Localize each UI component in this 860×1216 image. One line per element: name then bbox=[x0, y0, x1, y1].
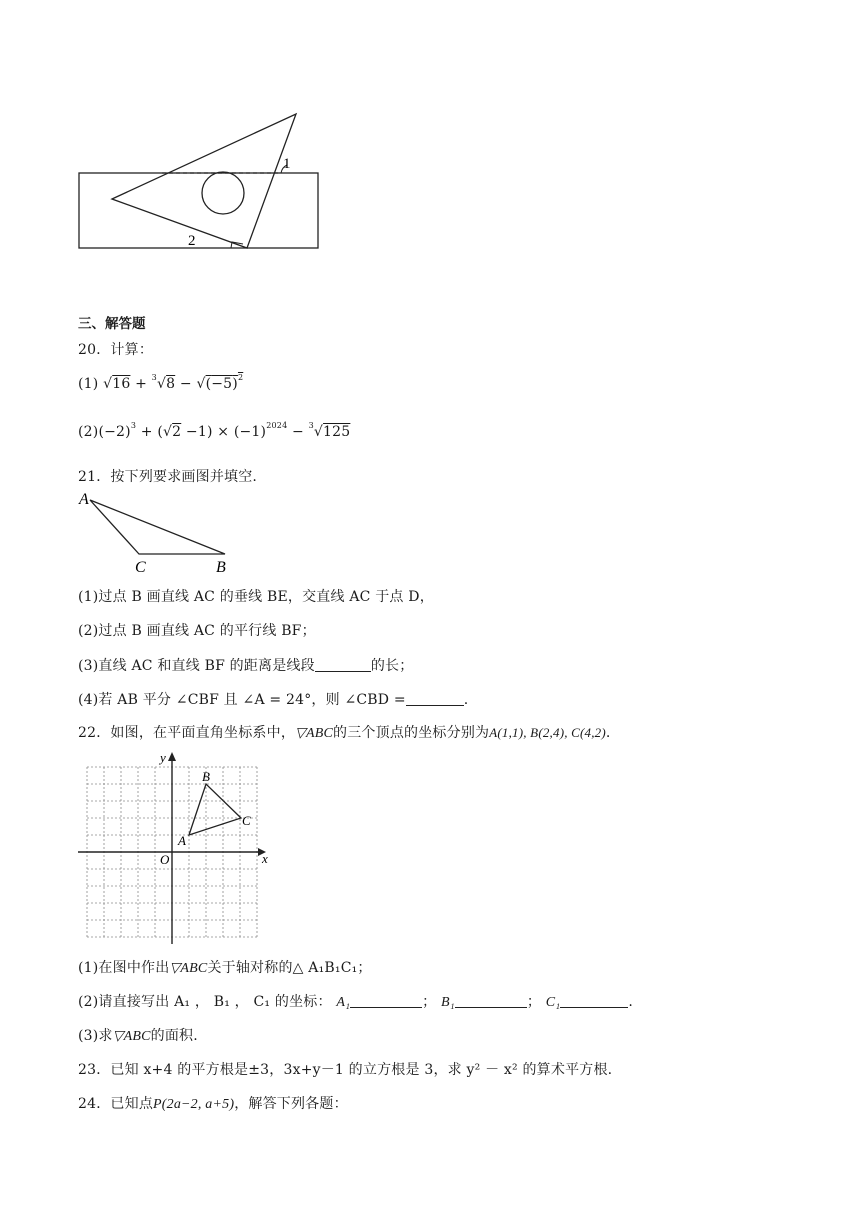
q20-stem: 20．计算： bbox=[78, 342, 154, 358]
q21-stem: 21．按下列要求画图并填空. bbox=[78, 469, 258, 485]
q23: 23．已知 x+4 的平方根是±3，3x+y－1 的立方根是 3，求 y² － x² 的算术平方根. bbox=[78, 1062, 613, 1078]
q21-part1: (1)过点 B 画直线 AC 的垂线 BE，交直线 AC 于点 D， bbox=[78, 589, 434, 605]
point-label-b: B bbox=[202, 769, 210, 784]
axis-label-x: x bbox=[262, 851, 268, 866]
y-axis-arrow bbox=[168, 752, 176, 761]
q22-part3: (3)求▽ABC的面积. bbox=[78, 1028, 198, 1044]
label-b: B bbox=[216, 559, 226, 576]
triangle bbox=[112, 114, 296, 248]
ruler-rectangle bbox=[79, 173, 318, 248]
q20-part2: $(2)(-2)^3 + (√2 -1) \times (-1)^{2024} - ^3√125$ bbox=[78, 421, 351, 440]
triangle-abc-plot bbox=[189, 784, 241, 835]
axis-label-y: y bbox=[160, 750, 166, 765]
answer-blank-a1[interactable] bbox=[350, 995, 422, 1008]
q24: 24．已知点P(2a−2, a+5)，解答下列各题： bbox=[78, 1096, 348, 1112]
figure-ruler-triangle bbox=[70, 106, 340, 256]
q22-part1: (1)在图中作出▽ABC关于轴对称的△ A₁B₁C₁； bbox=[78, 960, 372, 976]
q22-stem: 22．如图，在平面直角坐标系中，▽ABC的三个顶点的坐标分别为A(1,1), B(2,4), C(4,2). bbox=[78, 725, 611, 741]
coordinate-grid-figure bbox=[76, 748, 276, 948]
q21-part3: (3)直线 AC 和直线 BF 的距离是线段 的长； bbox=[78, 658, 414, 674]
point-label-c: C bbox=[242, 813, 251, 828]
q21-part4: (4)若 AB 平分 ∠CBF 且 ∠A = 24°，则 ∠CBD = . bbox=[78, 692, 469, 708]
circle bbox=[202, 172, 244, 214]
q20-part1: (1) $√16 + ^3√8 - √(-5)^2$ bbox=[78, 373, 244, 392]
q20-part2-tag: (2) bbox=[78, 424, 99, 440]
q20-part1-tag: (1) bbox=[78, 376, 99, 392]
sqrt-16: √16 bbox=[103, 376, 131, 392]
label-2: 2 bbox=[188, 233, 196, 249]
cbrt-8: $^3$√8 bbox=[151, 373, 176, 392]
label-a: A bbox=[79, 491, 89, 508]
answer-blank-c1[interactable] bbox=[560, 995, 628, 1008]
figure-triangle-abc bbox=[76, 488, 246, 576]
label-1: 1 bbox=[283, 156, 291, 172]
answer-blank[interactable] bbox=[315, 659, 371, 672]
q21-part2: (2)过点 B 画直线 AC 的平行线 BF； bbox=[78, 623, 316, 639]
point-label-a: A bbox=[178, 833, 186, 848]
section-title: 三、解答题 bbox=[78, 316, 146, 332]
answer-blank-b1[interactable] bbox=[455, 995, 527, 1008]
triangle-abc bbox=[90, 500, 225, 554]
q22-part2: (2)请直接写出 A₁ ， B₁ ， C₁ 的坐标： A₁ ； B₁ ； C₁ . bbox=[78, 994, 633, 1010]
origin-label: O bbox=[160, 852, 170, 867]
sqrt-neg5-squared: $√(-5)^2$ bbox=[196, 373, 244, 392]
label-c: C bbox=[135, 559, 146, 576]
answer-blank[interactable] bbox=[406, 693, 464, 706]
